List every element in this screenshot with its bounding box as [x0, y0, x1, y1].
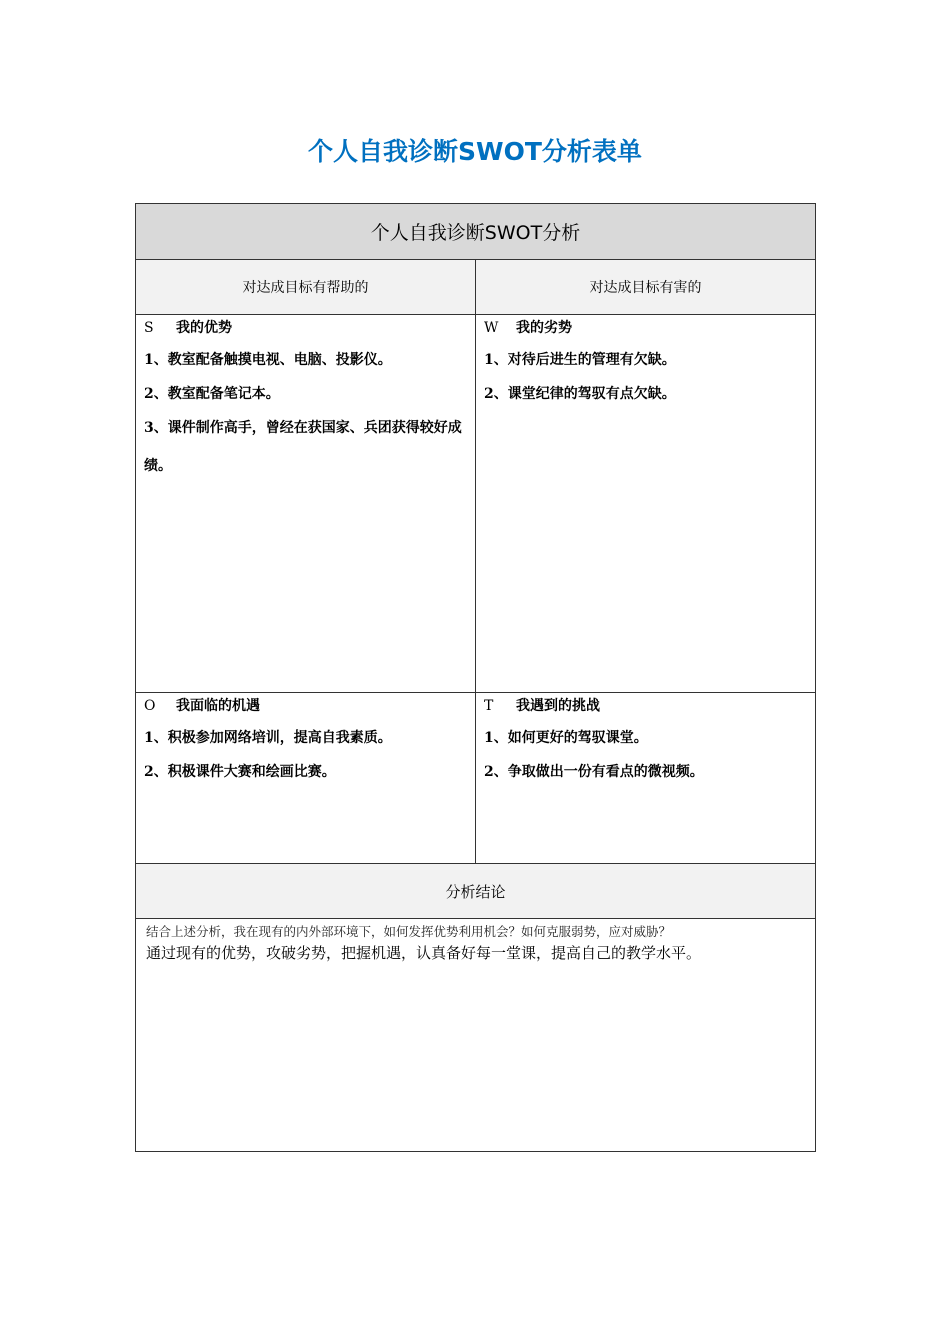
document-title: 个人自我诊断SWOT分析表单 [308, 137, 642, 166]
harmful-header [476, 260, 816, 315]
weaknesses-cell [476, 315, 816, 693]
opportunities-title [144, 697, 467, 721]
threats-title [484, 697, 807, 721]
conclusion-header [136, 864, 816, 919]
weaknesses-name: 我的劣势 [516, 320, 572, 336]
opportunities-name: 我面临的机遇 [176, 698, 260, 714]
conclusion-body [136, 919, 816, 1152]
strength-item: 2、教室配备笔记本。 [144, 386, 280, 402]
table-header [136, 204, 816, 260]
threats-letter: T [484, 698, 494, 714]
opportunity-item: 1、积极参加网络培训，提高自我素质。 [144, 730, 392, 746]
table-header-text: 个人自我诊断SWOT分析 [370, 222, 581, 244]
threat-item: 2、争取做出一份有看点的微视频。 [484, 764, 704, 780]
strength-item: 3、课件制作高手，曾经在获国家、兵团获得较好成绩。 [144, 420, 462, 474]
strengths-letter: S [144, 320, 154, 336]
strengths-name: 我的优势 [176, 320, 232, 336]
opportunities-letter: O [144, 698, 156, 714]
conclusion-prompt: 结合上述分析，我在现有的内外部环境下，如何发挥优势利用机会？如何克服弱势，应对威胁？ [146, 924, 672, 939]
weaknesses-letter: W [484, 320, 499, 336]
conclusion-text: 通过现有的优势，攻破劣势，把握机遇，认真备好每一堂课，提高自己的教学水平。 [146, 944, 702, 962]
strengths-title [144, 319, 467, 343]
weakness-item: 2、课堂纪律的驾驭有点欠缺。 [484, 386, 676, 402]
swot-table [135, 203, 816, 1152]
threats-cell [476, 693, 816, 864]
helpful-header [136, 260, 476, 315]
threat-item: 1、如何更好的驾驭课堂。 [484, 730, 648, 746]
opportunity-item: 2、积极课件大赛和绘画比赛。 [144, 764, 336, 780]
strengths-cell [136, 315, 476, 693]
threats-name: 我遇到的挑战 [516, 698, 600, 714]
harmful-header-text: 对达成目标有害的 [589, 280, 702, 296]
opportunities-cell [136, 693, 476, 864]
conclusion-header-text: 分析结论 [445, 882, 506, 901]
strength-item: 1、教室配备触摸电视、电脑、投影仪。 [144, 352, 392, 368]
helpful-header-text: 对达成目标有帮助的 [242, 280, 369, 296]
weakness-item: 1、对待后进生的管理有欠缺。 [484, 352, 676, 368]
weaknesses-title [484, 319, 807, 343]
